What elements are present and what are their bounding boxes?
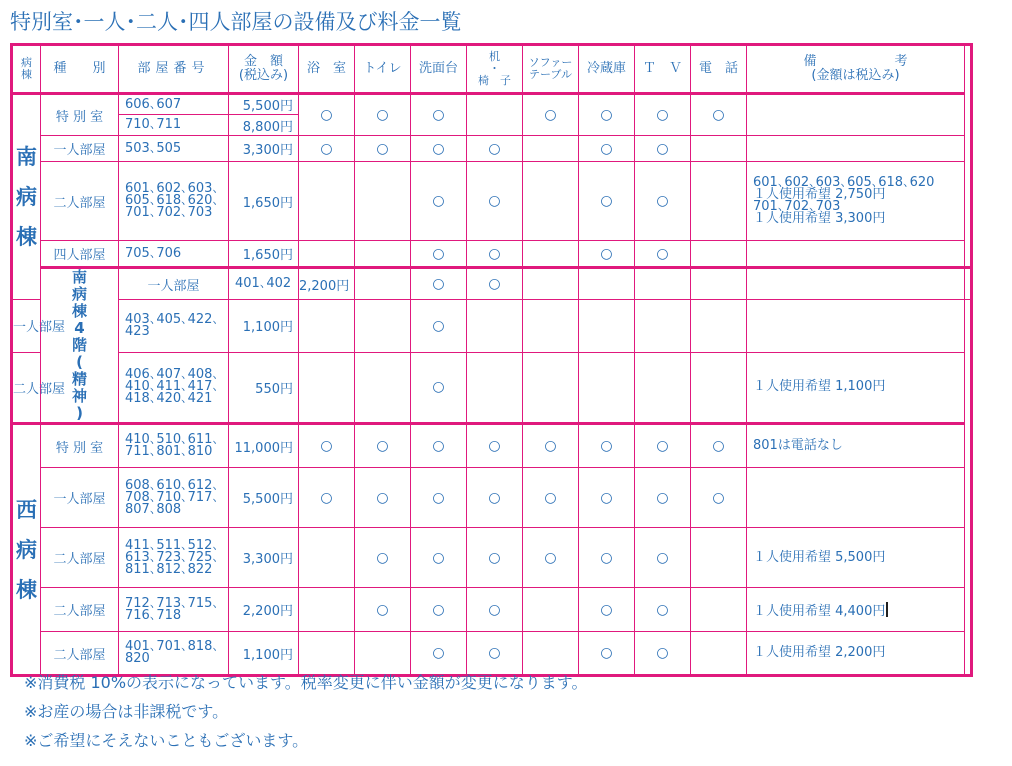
header-sink: 洗面台 bbox=[411, 45, 467, 94]
room-numbers: 411､511､512､ 613､723､725､ 811､812､822 bbox=[119, 528, 229, 588]
tv-cell bbox=[635, 352, 691, 423]
tv-mark: ○ bbox=[635, 136, 691, 162]
bath-cell bbox=[299, 162, 355, 241]
footnote-tax: ※消費税 10%の表示になっています。税率変更に伴い金額が変更になります。 bbox=[24, 673, 588, 692]
room-price: 11,000円 bbox=[229, 424, 299, 468]
fridge-mark: ○ bbox=[579, 424, 635, 468]
room-numbers: 601､602､603､ 605､618､620､ 701､702､703 bbox=[119, 162, 229, 241]
fridge-cell bbox=[579, 300, 635, 352]
building-west bbox=[12, 424, 41, 676]
fridge-mark: ○ bbox=[579, 588, 635, 632]
building-char: ) bbox=[76, 404, 83, 422]
phone-mark: ○ bbox=[691, 94, 747, 136]
toilet-cell bbox=[355, 162, 411, 241]
building-char: ( bbox=[76, 353, 83, 371]
remarks: １人使用希望 1,100円 bbox=[747, 352, 965, 423]
fridge-mark: ○ bbox=[579, 241, 635, 268]
sink-mark: ○ bbox=[411, 94, 467, 136]
toilet-mark: ○ bbox=[355, 424, 411, 468]
sink-mark: ○ bbox=[411, 300, 467, 352]
header-desk: 机 ・ 椅 子 bbox=[467, 45, 523, 94]
desk-mark: ○ bbox=[467, 588, 523, 632]
sofa-mark: ○ bbox=[523, 424, 579, 468]
fridge-mark: ○ bbox=[579, 632, 635, 676]
room-price: 2,200円 bbox=[299, 268, 355, 300]
room-numbers: 712､713､715､ 716､718 bbox=[119, 588, 229, 632]
room-type: 二人部屋 bbox=[41, 632, 119, 676]
tv-mark: ○ bbox=[635, 588, 691, 632]
phone-cell bbox=[691, 241, 747, 268]
remarks: 801は電話なし bbox=[747, 424, 965, 468]
phone-cell bbox=[691, 136, 747, 162]
desk-cell bbox=[523, 268, 579, 300]
header-rooms: 部屋番号 bbox=[119, 45, 229, 94]
remarks: １人使用希望 2,200円 bbox=[747, 632, 965, 676]
toilet-cell bbox=[355, 241, 411, 268]
building-char: 病 bbox=[16, 185, 37, 210]
table-row bbox=[12, 162, 972, 241]
desk-mark: ○ bbox=[467, 528, 523, 588]
table-row bbox=[12, 424, 972, 468]
phone-cell bbox=[691, 352, 747, 423]
room-price: 3,300円 bbox=[229, 136, 299, 162]
phone-cell bbox=[691, 162, 747, 241]
remarks-text: １人使用希望 4,400円 bbox=[753, 603, 886, 619]
text-cursor bbox=[886, 602, 888, 617]
header-fridge: 冷蔵庫 bbox=[579, 45, 635, 94]
remarks bbox=[747, 588, 965, 632]
bath-mark: ○ bbox=[299, 424, 355, 468]
sink-mark: ○ bbox=[411, 162, 467, 241]
sink-mark: ○ bbox=[411, 136, 467, 162]
remarks bbox=[747, 136, 965, 162]
remarks bbox=[747, 241, 965, 268]
tv-cell bbox=[635, 300, 691, 352]
room-price: 2,200円 bbox=[229, 588, 299, 632]
desk-mark: ○ bbox=[467, 468, 523, 528]
desk-mark: ○ bbox=[467, 424, 523, 468]
room-price: 1,100円 bbox=[229, 632, 299, 676]
remarks bbox=[747, 94, 965, 136]
toilet-mark: ○ bbox=[355, 94, 411, 136]
building-char: 神 bbox=[71, 387, 87, 405]
room-price: 550円 bbox=[229, 352, 299, 423]
toilet-mark: ○ bbox=[355, 528, 411, 588]
sink-mark: ○ bbox=[411, 528, 467, 588]
room-type: 二人部屋 bbox=[41, 162, 119, 241]
room-type: 二人部屋 bbox=[41, 588, 119, 632]
header-building: 病 棟 bbox=[12, 45, 41, 94]
room-type: 一人部屋 bbox=[12, 300, 41, 352]
fridge-mark: ○ bbox=[579, 136, 635, 162]
header-sofa: ソファー テーブル bbox=[523, 45, 579, 94]
header-bath: 浴 室 bbox=[299, 45, 355, 94]
building-south bbox=[12, 94, 41, 300]
sink-mark: ○ bbox=[411, 352, 467, 423]
toilet-cell bbox=[355, 352, 411, 423]
toilet-mark: ○ bbox=[355, 468, 411, 528]
tv-mark: ○ bbox=[635, 162, 691, 241]
building-char: 棟 bbox=[71, 302, 87, 320]
page-title: 特別室･一人･二人･四人部屋の設備及び料金一覧 bbox=[10, 10, 462, 34]
sofa-mark: ○ bbox=[523, 94, 579, 136]
bath-mark: ○ bbox=[299, 468, 355, 528]
phone-mark: ○ bbox=[691, 468, 747, 528]
desk-mark: ○ bbox=[467, 162, 523, 241]
desk-mark: ○ bbox=[467, 632, 523, 676]
room-type: 一人部屋 bbox=[119, 268, 229, 300]
sofa-cell bbox=[523, 352, 579, 423]
room-type: 二人部屋 bbox=[41, 528, 119, 588]
room-type: 特 別 室 bbox=[41, 94, 119, 136]
table-row bbox=[12, 528, 972, 588]
phone-cell bbox=[691, 632, 747, 676]
building-char: 南 bbox=[71, 268, 87, 286]
header-phone: 電 話 bbox=[691, 45, 747, 94]
remarks bbox=[965, 268, 972, 300]
facilities-price-table bbox=[10, 43, 973, 677]
room-type: 一人部屋 bbox=[41, 136, 119, 162]
tv-mark: ○ bbox=[635, 241, 691, 268]
footnote-childbirth: ※お産の場合は非課税です。 bbox=[24, 702, 229, 721]
room-price: 1,650円 bbox=[229, 241, 299, 268]
bath-cell bbox=[299, 528, 355, 588]
toilet-mark: ○ bbox=[411, 268, 467, 300]
building-south-4f bbox=[41, 268, 119, 424]
fridge-mark: ○ bbox=[579, 94, 635, 136]
table-header-row bbox=[12, 45, 972, 94]
table-row bbox=[12, 94, 972, 115]
fridge-mark: ○ bbox=[579, 468, 635, 528]
sink-mark: ○ bbox=[467, 268, 523, 300]
tv-mark: ○ bbox=[635, 632, 691, 676]
table-row bbox=[12, 268, 972, 300]
fridge-mark: ○ bbox=[579, 528, 635, 588]
table-row bbox=[12, 468, 972, 528]
sofa-cell bbox=[523, 300, 579, 352]
room-price: 3,300円 bbox=[229, 528, 299, 588]
room-type: 四人部屋 bbox=[41, 241, 119, 268]
room-type: 二人部屋 bbox=[12, 352, 41, 423]
building-char: 南 bbox=[16, 145, 37, 170]
room-numbers: 410､510､611､ 711､801､810 bbox=[119, 424, 229, 468]
desk-cell bbox=[467, 94, 523, 136]
room-numbers: 401､701､818､ 820 bbox=[119, 632, 229, 676]
toilet-cell bbox=[355, 300, 411, 352]
building-char: 棟 bbox=[16, 577, 37, 602]
room-numbers: 403､405､422､ 423 bbox=[119, 300, 229, 352]
room-numbers: 705､706 bbox=[119, 241, 229, 268]
sink-mark: ○ bbox=[411, 424, 467, 468]
room-price: 1,650円 bbox=[229, 162, 299, 241]
tv-mark: ○ bbox=[635, 528, 691, 588]
phone-cell bbox=[691, 300, 747, 352]
room-numbers: 401､402 bbox=[229, 268, 299, 300]
tv-mark: ○ bbox=[635, 94, 691, 136]
room-numbers: 608､610､612､ 708､710､717､ 807､808 bbox=[119, 468, 229, 528]
remarks bbox=[747, 468, 965, 528]
table-row bbox=[12, 136, 972, 162]
sofa-cell bbox=[523, 588, 579, 632]
desk-mark: ○ bbox=[467, 241, 523, 268]
sofa-mark: ○ bbox=[523, 528, 579, 588]
sofa-cell bbox=[523, 162, 579, 241]
header-tv: Ｔ Ｖ bbox=[635, 45, 691, 94]
header-remarks: 備 考 (金額は税込み) bbox=[747, 45, 965, 94]
room-price: 8,800円 bbox=[229, 115, 299, 136]
bath-cell bbox=[299, 300, 355, 352]
header-toilet: トイレ bbox=[355, 45, 411, 94]
sink-mark: ○ bbox=[411, 588, 467, 632]
table-row bbox=[12, 352, 972, 423]
toilet-mark: ○ bbox=[355, 588, 411, 632]
tv-mark: ○ bbox=[635, 468, 691, 528]
desk-cell bbox=[467, 352, 523, 423]
bath-mark: ○ bbox=[299, 136, 355, 162]
room-numbers: 503､505 bbox=[119, 136, 229, 162]
sofa-mark: ○ bbox=[523, 468, 579, 528]
desk-cell bbox=[467, 300, 523, 352]
room-price: 5,500円 bbox=[229, 468, 299, 528]
fridge-cell bbox=[579, 352, 635, 423]
fridge-cell bbox=[635, 268, 691, 300]
sink-mark: ○ bbox=[411, 241, 467, 268]
footnote-availability: ※ご希望にそえないこともございます。 bbox=[24, 731, 309, 750]
phone-mark: ○ bbox=[691, 424, 747, 468]
phone-cell bbox=[691, 588, 747, 632]
room-numbers: 710､711 bbox=[119, 115, 229, 136]
remarks: 601､602､603､605､618､620 １人使用希望 2,750円 701､702､703 １人使用希望 3,300円 bbox=[747, 162, 965, 241]
bath-cell bbox=[355, 268, 411, 300]
sofa-cell bbox=[523, 136, 579, 162]
toilet-mark: ○ bbox=[355, 136, 411, 162]
room-type: 一人部屋 bbox=[41, 468, 119, 528]
bath-mark: ○ bbox=[299, 94, 355, 136]
room-price: 5,500円 bbox=[229, 94, 299, 115]
building-char: 4 bbox=[74, 319, 85, 337]
tv-cell bbox=[691, 268, 747, 300]
sofa-cell bbox=[523, 241, 579, 268]
bath-cell bbox=[299, 352, 355, 423]
sink-mark: ○ bbox=[411, 632, 467, 676]
building-char: 棟 bbox=[16, 225, 37, 250]
building-char: 階 bbox=[71, 336, 87, 354]
header-price: 金 額 (税込み) bbox=[229, 45, 299, 94]
bath-cell bbox=[299, 588, 355, 632]
building-char: 精 bbox=[71, 370, 87, 388]
table-row bbox=[12, 588, 972, 632]
remarks bbox=[747, 300, 965, 352]
building-char: 西 bbox=[16, 497, 37, 522]
remarks: １人使用希望 5,500円 bbox=[747, 528, 965, 588]
building-char: 病 bbox=[71, 285, 87, 303]
sofa-cell bbox=[579, 268, 635, 300]
sink-mark: ○ bbox=[411, 468, 467, 528]
footnotes bbox=[24, 668, 588, 755]
phone-cell bbox=[691, 528, 747, 588]
desk-mark: ○ bbox=[467, 136, 523, 162]
building-char: 病 bbox=[16, 537, 37, 562]
tv-mark: ○ bbox=[635, 424, 691, 468]
header-type: 種 別 bbox=[41, 45, 119, 94]
room-numbers: 606､607 bbox=[119, 94, 229, 115]
table-row bbox=[12, 300, 972, 352]
room-numbers: 406､407､408､ 410､411､417､ 418､420､421 bbox=[119, 352, 229, 423]
room-price: 1,100円 bbox=[229, 300, 299, 352]
table-row bbox=[12, 241, 972, 268]
fridge-mark: ○ bbox=[579, 162, 635, 241]
room-type: 特 別 室 bbox=[41, 424, 119, 468]
phone-cell bbox=[747, 268, 965, 300]
bath-cell bbox=[299, 241, 355, 268]
